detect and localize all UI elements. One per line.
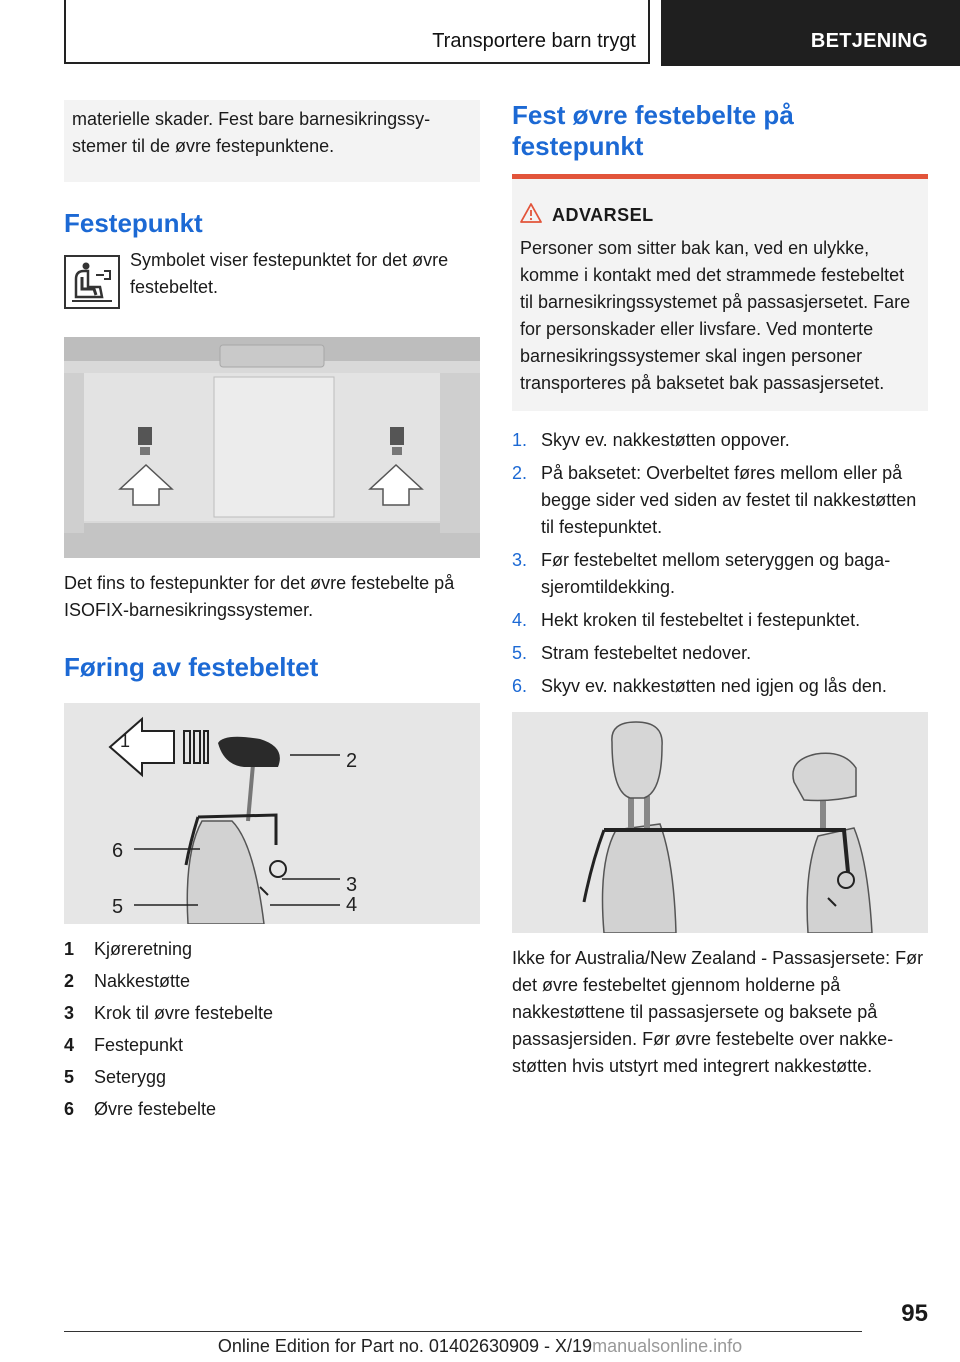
legend-item [64,1064,480,1096]
step-item [512,460,928,541]
legend-item [64,1096,480,1128]
step-text: Stram festebeltet nedover. [541,643,752,663]
step-item [512,607,928,634]
legend-text: Kjøreretning [94,939,193,959]
step-item [512,547,928,601]
chapter-title: BETJENING [810,30,928,52]
legend-text: Seterygg [94,1067,167,1087]
festepunkt-heading: Festepunkt [64,208,203,238]
legend-num: 5 [64,1067,75,1087]
headrest-belt-illustration [512,712,928,933]
legend-text: Nakkestøtte [94,971,191,991]
warning-text: Personer som sitter bak kan, ved en ulykke, komme i kontakt med det strammede festebeltet til barnesikringssystemet på passasjersetet. Fare for personskader eller livsfare. Ved monterte barnesikringssystemer skal ingen personer transporteres på baksetet bak passasjersetet. [520,238,911,393]
fest-heading: Fest øvre festebelte på festepunkt [512,100,794,161]
legend-item [64,936,480,968]
legend-num: 4 [64,1035,75,1055]
note-box [64,100,480,182]
steps-list [512,427,928,700]
step-num: 4. [512,610,528,630]
watermark-text: manualsonline.info [592,1336,743,1356]
step-num: 2. [512,463,528,483]
right-column [512,100,928,1080]
header-chapter-tab [661,0,960,66]
step-text: På baksetet: Overbeltet føres mellom eller på begge sider ved siden av festet til nakkestøtten til festepunktet. [541,463,917,537]
diagram-label-4: 4 [346,894,358,916]
australia-note: Ikke for Australia/New Zealand - Passasjersete: Før det øvre festebeltet gjennom holderne på nakkestøttene til passasjersete og baksete på passasjersiden. Før øvre festebelte over nakkestøtten hvis utstyrt med integrert nakkestøtte. [512,948,924,1076]
footer-edition-text [0,1336,960,1357]
isofix-text: Det fins to festepunkter for det øvre festebelte på ISOFIX-barnesikringssystemer. [64,573,455,620]
legend-item [64,968,480,1000]
step-text: Skyv ev. nakkestøtten ned igjen og lås den. [541,676,887,696]
legend-item [64,1032,480,1064]
legend-text: Øvre festebelte [94,1099,217,1119]
diagram-legend [64,936,480,1128]
step-text: Skyv ev. nakkestøtten oppover. [541,430,790,450]
legend-num: 6 [64,1099,75,1119]
footer-divider [64,1331,862,1332]
step-num: 5. [512,643,528,663]
step-text: Hekt kroken til festebeltet i festepunktet. [541,610,861,630]
warning-title: ADVARSEL [552,204,654,225]
step-item [512,427,928,454]
edition-text: Online Edition for Part no. 01402630909 - X/19 [217,1336,593,1356]
header-section-tab [64,0,650,64]
note-text: materielle skader. Fest bare barnesikringssystemer til de øvre festepunktene. [72,109,431,156]
trunk-anchor-photo [64,337,480,558]
diagram-label-3: 3 [346,874,358,896]
diagram-label-5: 5 [112,896,124,918]
legend-num: 1 [64,939,75,959]
diagram-label-1: 1 [120,731,131,751]
foring-heading: Føring av festebeltet [64,652,319,682]
legend-num: 3 [64,1003,75,1023]
belt-routing-diagram [64,703,480,924]
warning-title-row [520,201,920,229]
left-column [64,100,480,1128]
step-num: 6. [512,676,528,696]
diagram-label-6: 6 [112,840,124,862]
legend-num: 2 [64,971,75,991]
symbol-row [64,249,480,315]
step-num: 1. [512,430,528,450]
legend-item [64,1000,480,1032]
step-item [512,640,928,667]
warning-triangle-icon [520,203,542,228]
legend-text: Krok til øvre festebelte [94,1003,274,1023]
diagram-label-2: 2 [346,750,358,772]
legend-text: Festepunkt [94,1035,184,1055]
page-number: 95 [901,1300,928,1327]
symbol-description: Symbolet viser festepunktet for det øvre festebeltet. [130,250,449,297]
warning-box [512,174,928,411]
step-num: 3. [512,550,528,570]
child-seat-anchor-icon [64,255,120,309]
step-item [512,673,928,700]
section-title: Transportere barn trygt [432,30,636,52]
step-text: Før festebeltet mellom seteryggen og bagasjeromtildekking. [541,550,891,597]
